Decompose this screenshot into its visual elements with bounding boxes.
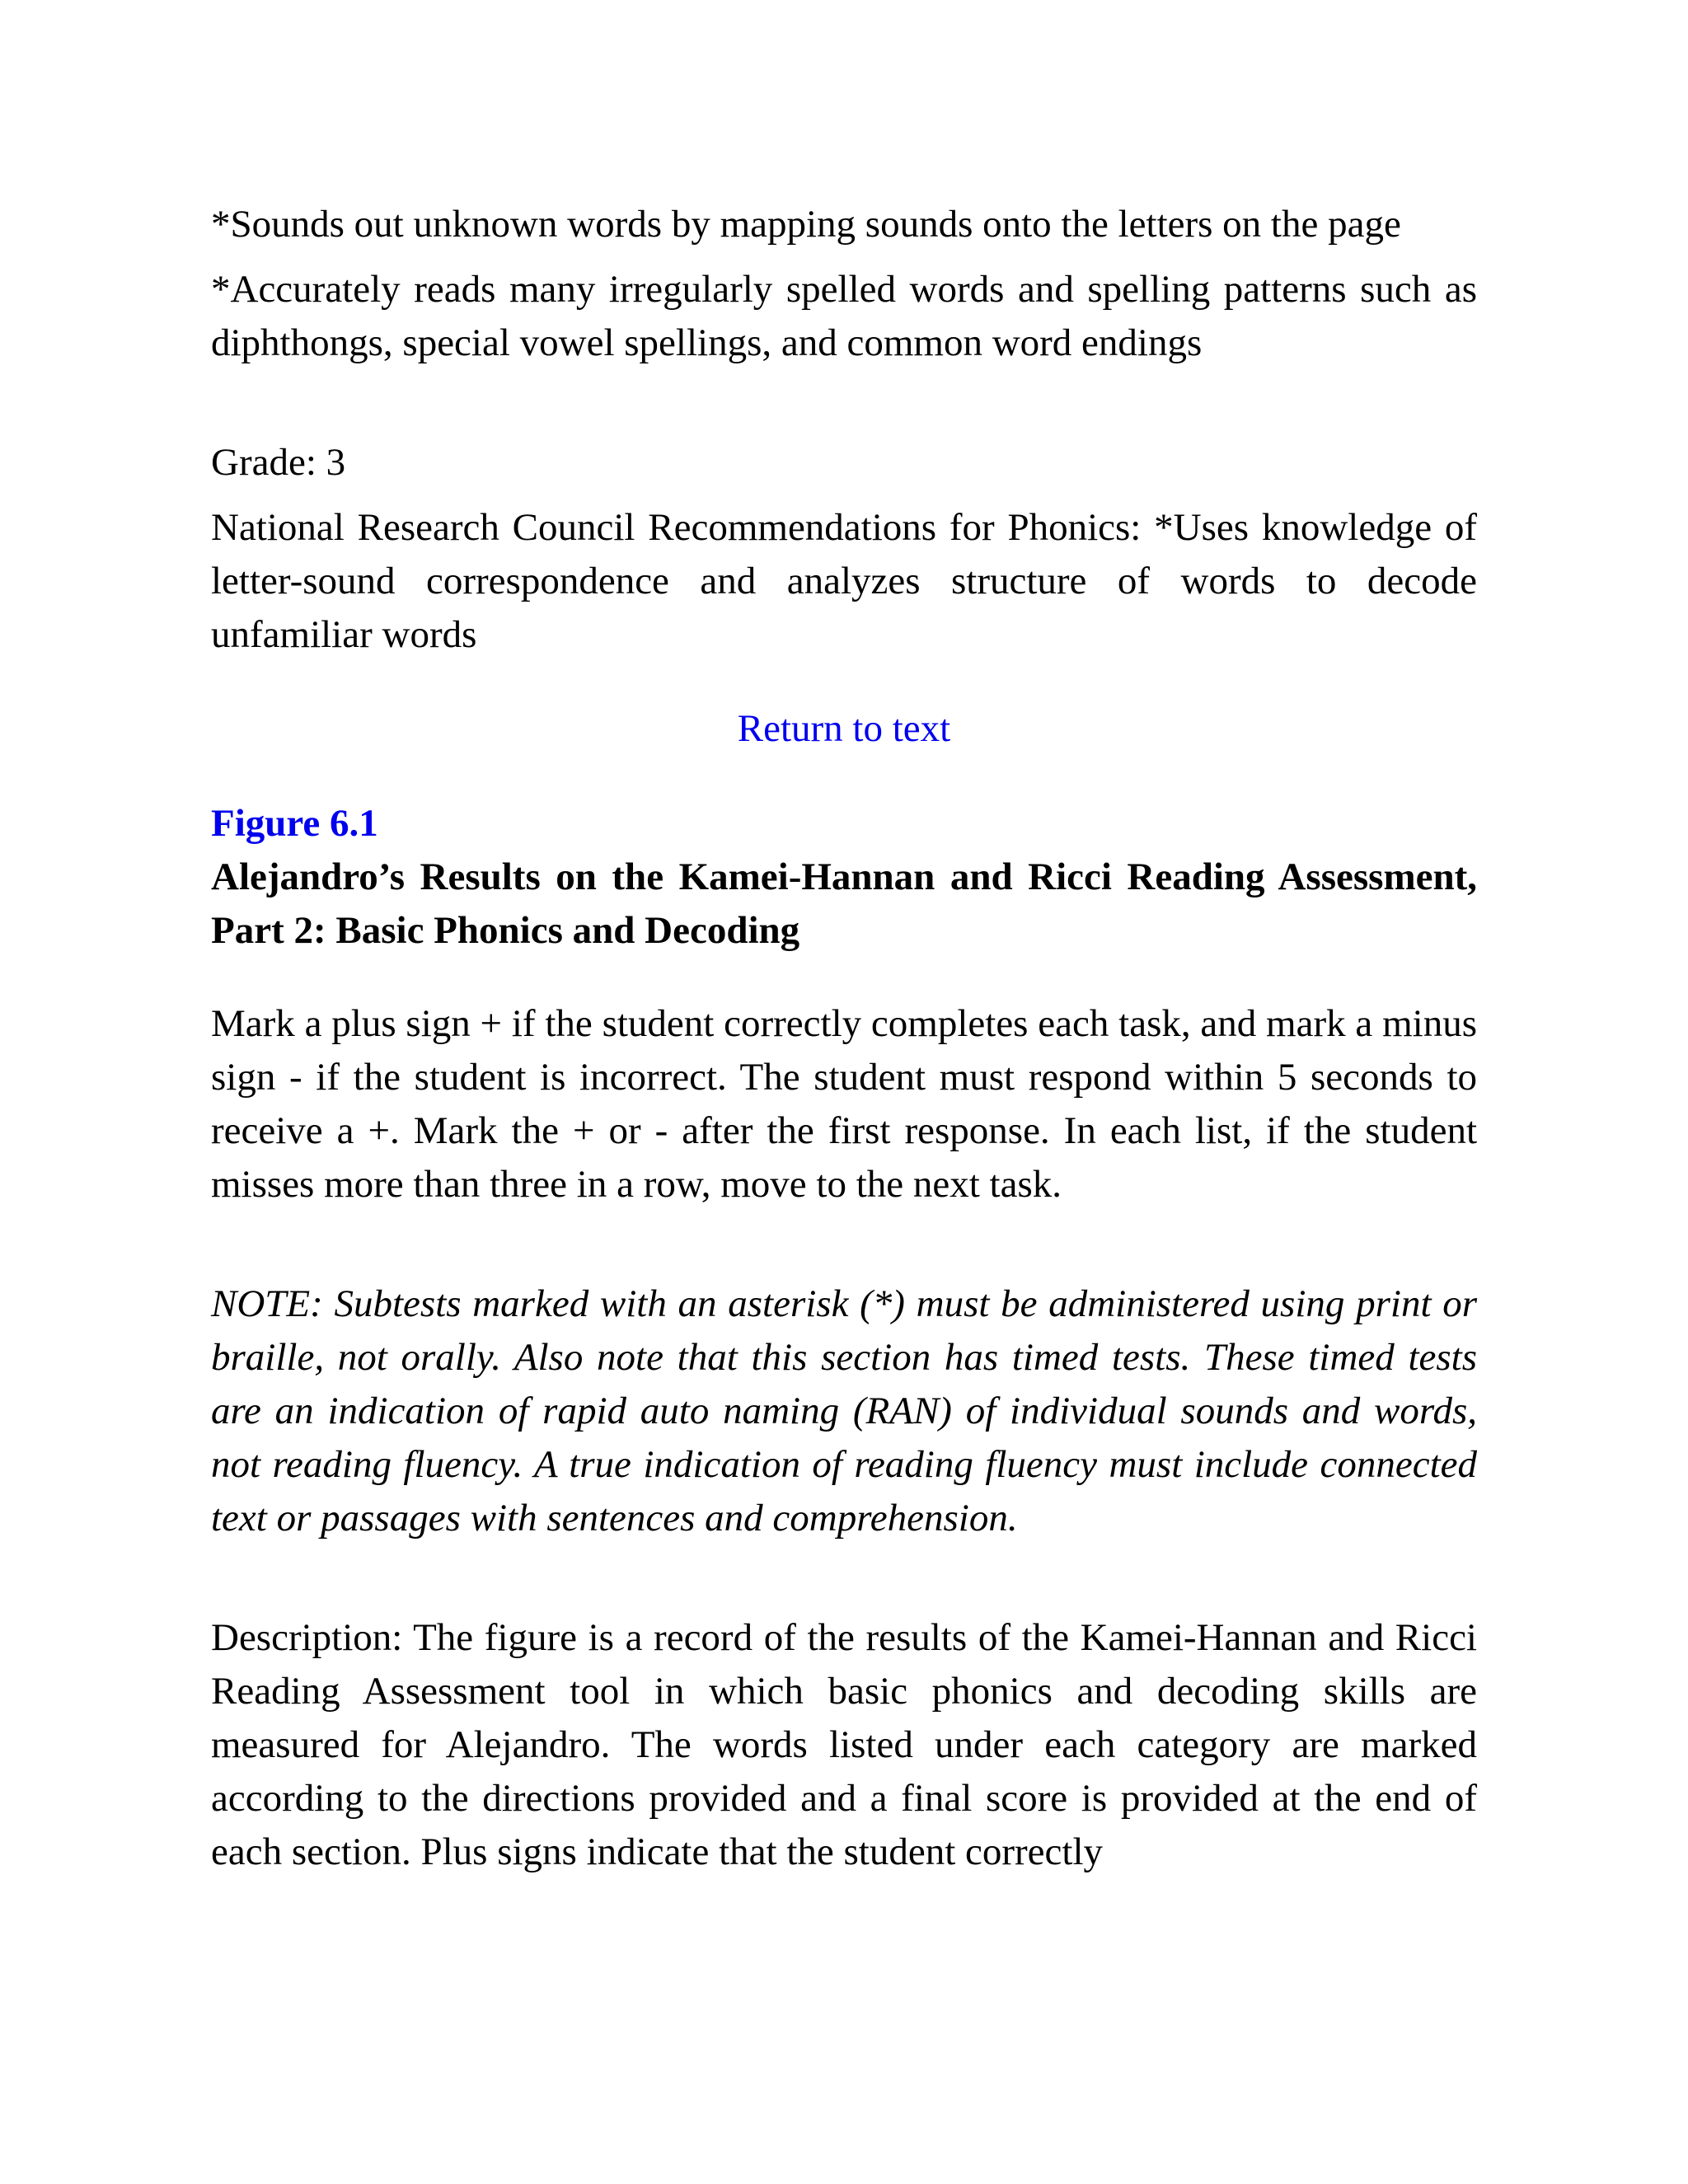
document-page <box>211 198 1477 1879</box>
figure-title: Alejandro’s Results on the Kamei-Hannan and Ricci Reading Assessment, Part 2: Basic Phonics and Decoding <box>211 855 1477 952</box>
grade-line: Grade: 3 <box>211 441 346 484</box>
criteria-item-irregular-words: *Accurately reads many irregularly spelled words and spelling patterns such as diphthongs, special vowel spellings, and common word endings <box>211 268 1477 364</box>
note-paragraph: NOTE: Subtests marked with an asterisk (*) must be administered using print or braille, not orally. Also note that this section has timed tests. These timed tests are an indication of rapid auto naming (RAN) of individual sounds and words, not reading fluency. A true indication of reading fluency must include connected text or passages with sentences and comprehension. <box>211 1282 1477 1540</box>
instructions-paragraph: Mark a plus sign + if the student correctly completes each task, and mark a minus sign - if the student is incorrect. The student must respond within 5 seconds to receive a +. Mark the + or - after the first response. In each list, if the student misses more than three in a row, move to the next task. <box>211 1002 1477 1206</box>
nrc-recommendation: National Research Council Recommendations for Phonics: *Uses knowledge of letter-sound correspondence and analyzes structure of words to decode unfamiliar words <box>211 506 1477 656</box>
description-paragraph: Description: The figure is a record of the results of the Kamei-Hannan and Ricci Reading Assessment tool in which basic phonics and decoding skills are measured for Alejandro. The words listed under each category are marked according to the directions provided and a final score is provided at the end of each section. Plus signs indicate that the student correctly <box>211 1616 1477 1873</box>
figure-label: Figure 6.1 <box>211 802 378 845</box>
criteria-item-sounds-out: *Sounds out unknown words by mapping sounds onto the letters on the page <box>211 203 1401 246</box>
return-to-text-link[interactable]: Return to text <box>737 707 951 750</box>
return-link-row <box>211 702 1477 756</box>
